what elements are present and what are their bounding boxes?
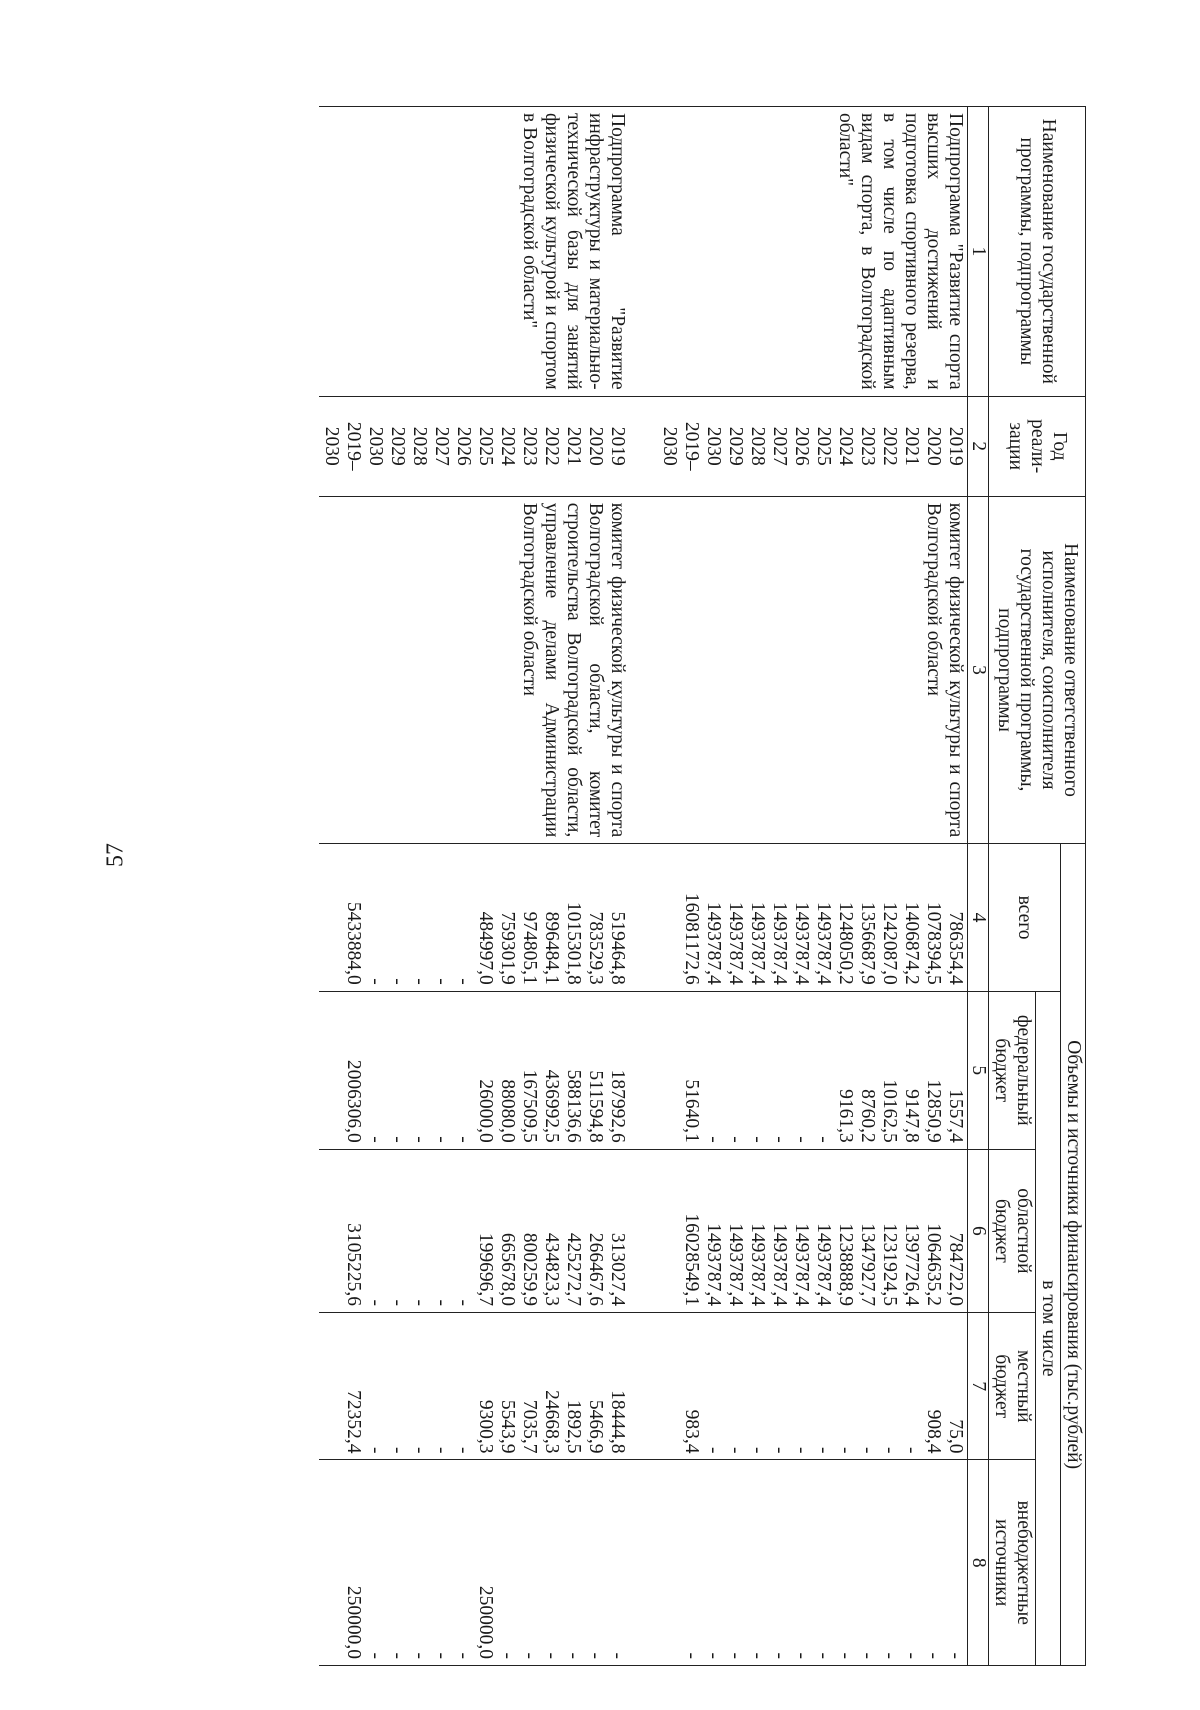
column-number: 6 [968,1149,989,1312]
header-federal: федеральный бюджет [989,991,1036,1149]
page-number: 57 [102,843,129,867]
executor-cell: комитет физической культуры и спорта Волгоградской области [657,496,968,844]
extra-cell: - - - - - - 250000,0 - - - - - 250000,0 [319,1460,629,1666]
program-name-cell: Подпрограмма "Развитие спорта высших достижений и подготовка спортивного резерва, в том числе по адаптивным видам спорта, в Волгоградской области" [657,107,968,397]
column-number-row [968,107,989,1666]
header-year: Год реали-зации [989,396,1086,496]
table-row-spacer [629,107,657,1666]
extra-cell: - - - - - - - - - - - - - [657,1460,968,1666]
header-extra: внебюджетные источники [989,1460,1036,1666]
total-cell: 519464,8 783529,3 1015301,8 896484,1 974805,1 759301,9 484997,0 - - - - - 5433884,0 [319,844,629,991]
header-funding-group: Объемы и источники финансирования (тыс.рублей) [1061,844,1086,1666]
financing-table [319,106,1086,1666]
federal-cell: 187992,6 511594,8 588136,6 436992,5 167509,5 88080,0 26000,0 - - - - - 2006306,0 [319,991,629,1149]
year-cell: 2019 2020 2021 2022 2023 2024 2025 2026 2027 2028 2029 2030 2019–2030 [657,396,968,496]
local-cell: 75,0 908,4 - - - - - - - - - - 983,4 [657,1313,968,1460]
table-row [319,107,629,1666]
column-number: 2 [968,396,989,496]
header-regional: областной бюджет [989,1149,1036,1312]
header-local: местный бюджет [989,1313,1036,1460]
header-including: в том числе [1036,991,1061,1665]
year-cell: 2019 2020 2021 2022 2023 2024 2025 2026 2027 2028 2029 2030 2019–2030 [319,396,629,496]
column-number: 3 [968,496,989,844]
program-name-cell: Подпрограмма "Развитие инфраструктуры и материально-технической базы для занятий физической культурой и спортом в Волгоградской области" [319,107,629,397]
federal-cell: 1557,4 12850,9 9147,8 10162,5 8760,2 9161,3 - - - - - - 51640,1 [657,991,968,1149]
executor-cell: комитет физической культуры и спорта Волгоградской области, комитет строительства Волгоградской области, управление делами Администрации Волгоградской области [319,496,629,844]
rotated-page-content [156,106,1086,1666]
column-number: 1 [968,107,989,397]
header-total: всего [989,844,1061,991]
column-number: 5 [968,991,989,1149]
column-number: 4 [968,844,989,991]
total-cell: 786354,4 1078394,5 1406874,2 1242087,0 1356687,9 1248050,2 1493787,4 1493787,4 1493787,4 1493787,4 1493787,4 1493787,4 16081172,6 [657,844,968,991]
header-executor: Наименование ответственного исполнителя, соисполнителя государственной программы, подпрограммы [989,496,1086,844]
table-body [319,107,968,1666]
local-cell: 18444,8 5466,9 1892,5 24668,3 7035,7 5543,9 9300,3 - - - - - 72352,4 [319,1313,629,1460]
table-row [657,107,968,1666]
regional-cell: 784722,0 1064635,2 1397726,4 1231924,5 1347927,7 1238888,9 1493787,4 1493787,4 1493787,4 1493787,4 1493787,4 1493787,4 16028549,1 [657,1149,968,1312]
regional-cell: 313027,4 266467,6 425272,7 434823,3 800259,9 665678,0 199696,7 - - - - - 3105225,6 [319,1149,629,1312]
table-header [968,107,1086,1666]
column-number: 8 [968,1460,989,1666]
column-number: 7 [968,1313,989,1460]
header-program-name: Наименование государственной программы, подпрограммы [989,107,1086,397]
